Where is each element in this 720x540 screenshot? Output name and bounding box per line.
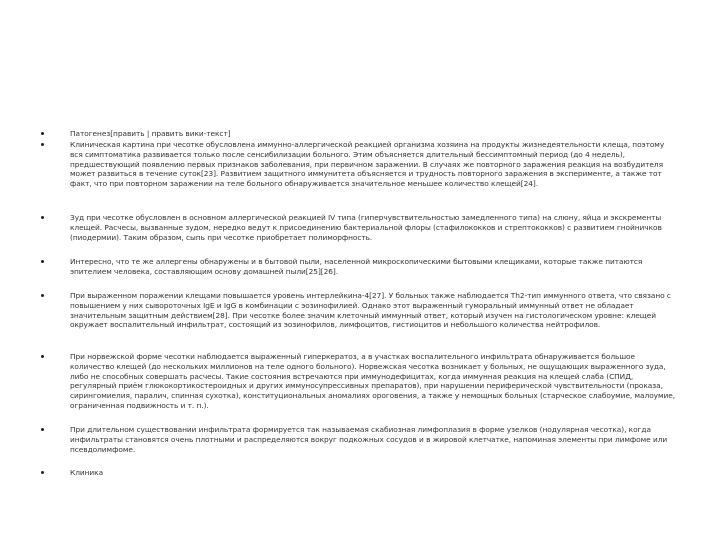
list-item-text: При выраженном поражении клещами повышается уровень интерлейкина-4[27]. У больных также наблюдается Th2-тип иммунного ответа, что связано с повышением у них сывороточных IgE и IgG в комбинации с эозинофилией. Однако этот выраженный гуморальный иммунный ответ не обладает значительным защитным действием[28]. При чесотке более значим клеточный иммунный ответ, который изучен на гистологическом уровне: клещей окружает воспалительный инфильтрат, состоящий из эозинофилов, лимфоцитов, гистиоцитов и небольшого количества нейтрофилов. bbox=[70, 291, 671, 330]
list-item-text: Клиническая картина при чесотке обусловлена иммунно-аллергической реакцией организма хозяина на продукты жизнедеятельности клеща, поэтому вся симптоматика развивается только после сенсибилизации больного. Этим объясняется длительный бессимптомный период (до 4 недель), предшествующий появлению первых признаков заболевания, при первичном заражении. В случаях же повторного заражения реакция на возбудителя может развиться в течение суток[23]. Развитием защитного иммунитета объясняется и трудность повторного заражения в эксперименте, а также тот факт, что при повторном заражении на теле больного обнаруживается значительное меньшее количество клещей[24]. bbox=[70, 140, 665, 189]
bullet-icon bbox=[41, 471, 44, 474]
bullet-icon bbox=[41, 132, 44, 135]
bullet-icon bbox=[41, 355, 44, 358]
bullet-icon bbox=[41, 143, 44, 146]
bullet-icon bbox=[41, 260, 44, 263]
list-item-text: Клиника bbox=[70, 468, 104, 477]
list-item-text: При длительном существовании инфильтрата формируется так называемая скабиозная лимфоплазия в форме узелков (нодулярная чесотка), когда инфильтраты становятся очень плотными и распределяются вокруг подкожных сосудов и в жировой клетчатке, напоминая элементы при лимфоме или псевдолимфоме. bbox=[70, 425, 668, 454]
bullet-icon bbox=[41, 294, 44, 297]
bullet-icon bbox=[41, 216, 44, 219]
list-item-text: При норвежской форме чесотки наблюдается выраженный гиперкератоз, а в участках воспалительного инфильтрата обнаруживается большое количество клещей (до нескольких миллионов на теле одного больного). Норвежская чесотка возникает у больных, не ощущающих выраженного зуда, либо не способных совершать расчесы. Такие состояния встречаются при иммунодефицитах, когда иммунная реакция на клещей слаба (СПИД, регулярный приём глюкокортикостероидных и других иммуносупрессивных препаратов), при нарушении периферической чувствительности (проказа, сирингомиелия, паралич, спинная сухотка), конституциональных аномалиях ороговения, а также у немощных больных (старческое слабоумие, малоумие, ограниченная подвижность и т. п.). bbox=[70, 352, 676, 410]
list-item-text: Интересно, что те же аллергены обнаружены и в бытовой пыли, населенной микроскопическими бытовыми клещиками, которые также питаются эпителием человека, составляющим основу домашней пыли[25][26]. bbox=[70, 257, 643, 276]
list-item-text: Зуд при чесотке обусловлен в основном аллергической реакцией IV типа (гиперчувствительностью замедленного типа) на слюну, яйца и экскременты клещей. Расчесы, вызванные зудом, нередко ведут к присоединению бактериальной флоры (стафилококков и стрептококков) с развитием гнойничков (пиодермии). Таким образом, сыпь при чесотке приобретает полиморфность. bbox=[70, 213, 662, 242]
bullet-icon bbox=[41, 428, 44, 431]
list-item-text: Патогенез[править | править вики-текст] bbox=[70, 129, 231, 138]
